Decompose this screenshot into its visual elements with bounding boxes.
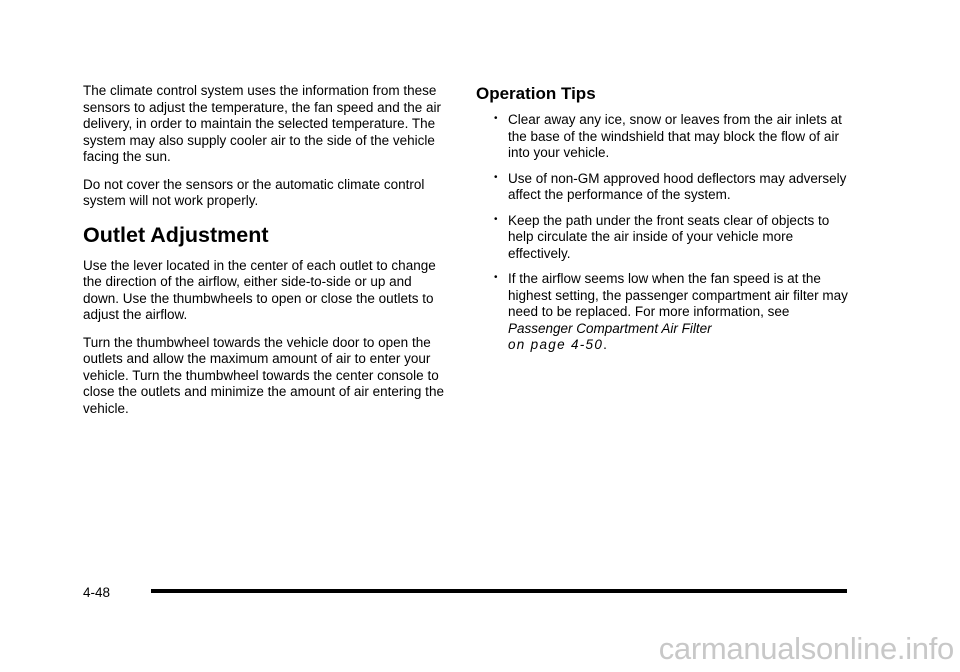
bullet-icon: •	[494, 171, 498, 183]
list-item	[476, 213, 856, 263]
page-number: 4-48	[83, 585, 111, 600]
operation-tips-list	[476, 112, 856, 354]
cross-reference-link[interactable]: Passenger Compartment Air Filter	[508, 320, 712, 336]
tip-text: Keep the path under the front seats clear of objects to help circulate the air inside of your vehicle more effectively.	[508, 212, 830, 261]
list-item	[476, 271, 856, 354]
tip-text: Clear away any ice, snow or leaves from the air inlets at the base of the windshield that may block the flow of air into your vehicle.	[508, 112, 842, 160]
footer-rule	[151, 589, 847, 593]
list-item	[476, 171, 856, 204]
outlet-adjustment-heading: Outlet Adjustment	[83, 222, 269, 247]
operation-tips-heading: Operation Tips	[476, 84, 596, 103]
sentence-period: .	[603, 337, 607, 352]
outlet-paragraph-2: Turn the thumbwheel towards the vehicle door to open the outlets and allow the maximum amount of air to enter your vehicle. Turn the thumbwheel towards the center console to close the outlets and minimize the amount of air entering the vehicle.	[83, 334, 444, 416]
left-column	[83, 83, 451, 428]
list-item	[476, 112, 856, 162]
right-column	[476, 83, 856, 363]
bullet-icon: •	[494, 213, 498, 225]
watermark: carmanualsonline.info	[658, 631, 954, 666]
tip-text: If the airflow seems low when the fan speed is at the highest setting, the passenger compartment air filter may need to be replaced. For more information, see	[508, 271, 848, 319]
outlet-paragraph-1: Use the lever located in the center of each outlet to change the direction of the airflow, either side-to-side or up and down. Use the thumbwheels to open or close the outlets to adjust the airflow.	[83, 257, 436, 322]
cross-reference-page-link[interactable]: on page 4-50	[508, 337, 604, 352]
bullet-icon: •	[494, 113, 498, 124]
tip-text: Use of non-GM approved hood deflectors may adversely affect the performance of the system.	[508, 170, 847, 202]
intro-paragraph-2: Do not cover the sensors or the automatic climate control system will not work properly.	[83, 176, 425, 208]
bullet-icon: •	[494, 272, 498, 283]
intro-paragraph-1: The climate control system uses the information from these sensors to adjust the temperature, the fan speed and the air delivery, in order to maintain the selected temperature. The system may also supply cooler air to the side of the vehicle facing the sun.	[83, 83, 441, 164]
